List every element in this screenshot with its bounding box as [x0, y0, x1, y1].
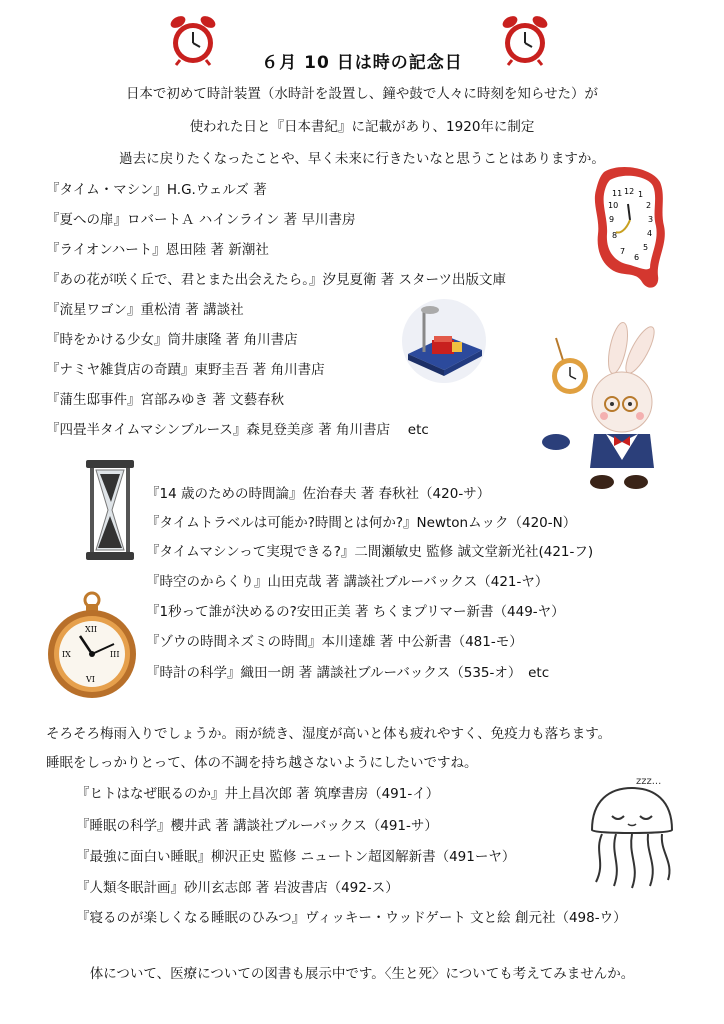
- book-list-item: 『蒲生邸事件』宮部みゆき 著 文藝春秋: [46, 392, 285, 408]
- clock-number: 6: [634, 253, 640, 262]
- clock-number: 12: [624, 187, 635, 196]
- book-list-item: 『流星ワゴン』重松清 著 講談社: [46, 302, 244, 318]
- book-list-item: 『時をかける少女』筒井康隆 著 角川書店: [46, 332, 298, 348]
- book-list-item: 『タイムマシンって実現できる?』二間瀬敏史 監修 誠文堂新光社(421-フ): [146, 544, 594, 560]
- clock-number: 2: [646, 201, 652, 210]
- footer-text: 体について、医療についての図書も展示中です。〈生と死〉についても考えてみませんか。: [89, 966, 635, 982]
- clock-number: 11: [612, 189, 623, 198]
- rainy-text-line-1: そろそろ梅雨入りでしょうか。雨が続き、湿度が高いと体も疲れやすく、免疫力も落ちます。: [46, 726, 612, 742]
- watch-numeral: III: [110, 650, 120, 659]
- clock-number: 7: [620, 247, 626, 256]
- book-list-item: 『人類冬眠計画』砂川玄志郎 著 岩波書店（492-ス）: [76, 880, 399, 896]
- book-list-item: 『時空のからくり』山田克哉 著 講談社ブルーバックス（421-ヤ）: [146, 574, 549, 590]
- clock-number: 3: [648, 215, 654, 224]
- book-list-item: 『四畳半タイムマシンブルース』森見登美彦 著 角川書店 etc: [46, 422, 429, 438]
- hourglass-icon: [84, 458, 136, 562]
- watch-numeral: IX: [62, 650, 71, 659]
- watch-numeral: VI: [86, 675, 95, 684]
- zzz-text: zzz...: [636, 776, 662, 787]
- clock-number: 4: [647, 229, 653, 238]
- intro-line-3: 過去に戻りたくなったことや、早く未来に行きたいなと思うことはありますか。: [119, 151, 605, 167]
- clock-number: 9: [609, 215, 615, 224]
- pocket-watch-icon: [44, 590, 140, 700]
- watch-numeral: XII: [85, 625, 98, 634]
- book-list-item: 『睡眠の科学』櫻井武 著 講談社ブルーバックス（491-サ）: [76, 818, 438, 834]
- intro-line-2: 使われた日と『日本書紀』に記載があり、1920年に制定: [189, 119, 535, 135]
- book-list-item: 『ライオンハート』恩田陸 著 新潮社: [46, 242, 269, 258]
- book-list-item: 『14 歳のための時間論』佐治春夫 著 春秋社（420-サ）: [146, 486, 491, 502]
- melting-clock-icon: [590, 164, 670, 294]
- page-title: ６月 10 日は時の記念日: [261, 53, 463, 73]
- book-list-item: 『寝るのが楽しくなる睡眠のひみつ』ヴィッキー・ウッドゲート 文と絵 創元社（498-ウ）: [76, 910, 627, 926]
- clock-number: 5: [643, 243, 649, 252]
- book-list-item: 『最強に面白い睡眠』柳沢正史 監修 ニュートン超図解新書（491ーヤ）: [76, 849, 516, 865]
- book-list-item: 『ゾウの時間ネズミの時間』本川達雄 著 中公新書（481-モ）: [146, 634, 523, 650]
- clock-number: 10: [608, 201, 619, 210]
- book-list-item: 『ヒトはなぜ眠るのか』井上昌次郎 著 筑摩書房（491-イ）: [76, 786, 440, 802]
- sleeping-jellyfish-icon: [584, 772, 684, 892]
- book-list-item: 『1秒って誰が決めるの?安田正美 著 ちくまプリマー新書（449-ヤ）: [146, 604, 565, 620]
- clock-number: 8: [612, 231, 618, 240]
- book-list-item: 『時計の科学』織田一朗 著 講談社ブルーバックス（535-オ） etc: [146, 665, 550, 681]
- book-list-item: 『ナミヤ雑貨店の奇蹟』東野圭吾 著 角川書店: [46, 362, 325, 378]
- book-list-item: 『夏への扉』ロバートＡ ハインライン 著 早川書房: [46, 212, 356, 228]
- book-list-item: 『タイム・マシン』H.G.ウェルズ 著: [46, 182, 267, 198]
- book-list-item: 『あの花が咲く丘で、君とまた出会えたら。』汐見夏衛 著 スターツ出版文庫: [46, 272, 507, 288]
- clock-number: 1: [638, 190, 644, 199]
- intro-line-1: 日本で初めて時計装置（水時計を設置し、鐘や鼓で人々に時刻を知らせた）が: [125, 86, 599, 102]
- time-machine-icon: [394, 298, 494, 384]
- book-list-item: 『タイムトラベルは可能か?時間とは何か?』Newtonムック（420-N）: [146, 515, 577, 531]
- rabbit-with-watch-icon: [536, 318, 660, 494]
- rainy-text-line-2: 睡眠をしっかりとって、体の不調を持ち越さないようにしたいですね。: [46, 755, 478, 771]
